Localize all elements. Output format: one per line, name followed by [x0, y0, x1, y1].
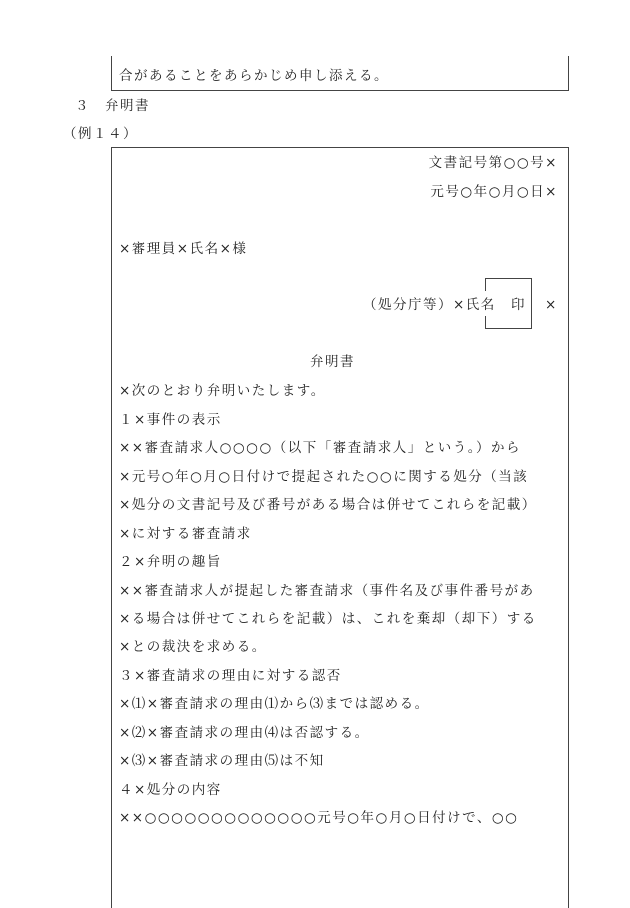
section-heading: ３ 弁明書 — [75, 98, 150, 114]
example-label: （例１４） — [63, 126, 138, 142]
document-number: 文書記号第○○号× — [428, 155, 558, 171]
body-line: ３×審査請求の理由に対する認否 — [119, 668, 342, 684]
body-line: ×⑵×審査請求の理由⑷は否認する。 — [119, 725, 370, 741]
body-line: ××審査請求人が提起した審査請求（事件名及び事件番号があ — [119, 583, 535, 599]
body-line: ×元号○年○月○日付けで提起された○○に関する処分（当該 — [119, 469, 529, 485]
sender-name: （処分庁等）×氏名 — [363, 297, 496, 313]
body-line: ×処分の文書記号及び番号がある場合は併せてこれらを記載） — [119, 497, 537, 513]
body-line: ×⑴×審査請求の理由⑴から⑶までは認める。 — [119, 696, 430, 712]
document-date: 元号○年○月○日× — [430, 184, 558, 200]
intro-line: ×次のとおり弁明いたします。 — [119, 383, 326, 399]
body-line: ×に対する審査請求 — [119, 526, 252, 542]
body-line: ×る場合は併せてこれらを記載）は、これを棄却（却下）する — [119, 611, 537, 627]
seal-mark: 印 — [511, 297, 526, 313]
previous-box-line: 合があることをあらかじめ申し添える。 — [119, 68, 389, 84]
body-line: ××○○○○○○○○○○○○○元号○年○月○日付けで、○○ — [119, 810, 519, 826]
addressee: ×審理員×氏名×様 — [119, 241, 248, 257]
body-line: ×⑶×審査請求の理由⑸は不知 — [119, 753, 325, 769]
body-line: ××審査請求人○○○○（以下「審査請求人」という。）から — [119, 440, 521, 456]
document-title: 弁明書 — [310, 354, 355, 370]
body-line: ２×弁明の趣旨 — [119, 554, 222, 570]
body-line: ４×処分の内容 — [119, 782, 222, 798]
body-line: ×との裁決を求める。 — [119, 639, 267, 655]
body-line: １×事件の表示 — [119, 412, 222, 428]
seal-suffix: × — [545, 297, 558, 313]
